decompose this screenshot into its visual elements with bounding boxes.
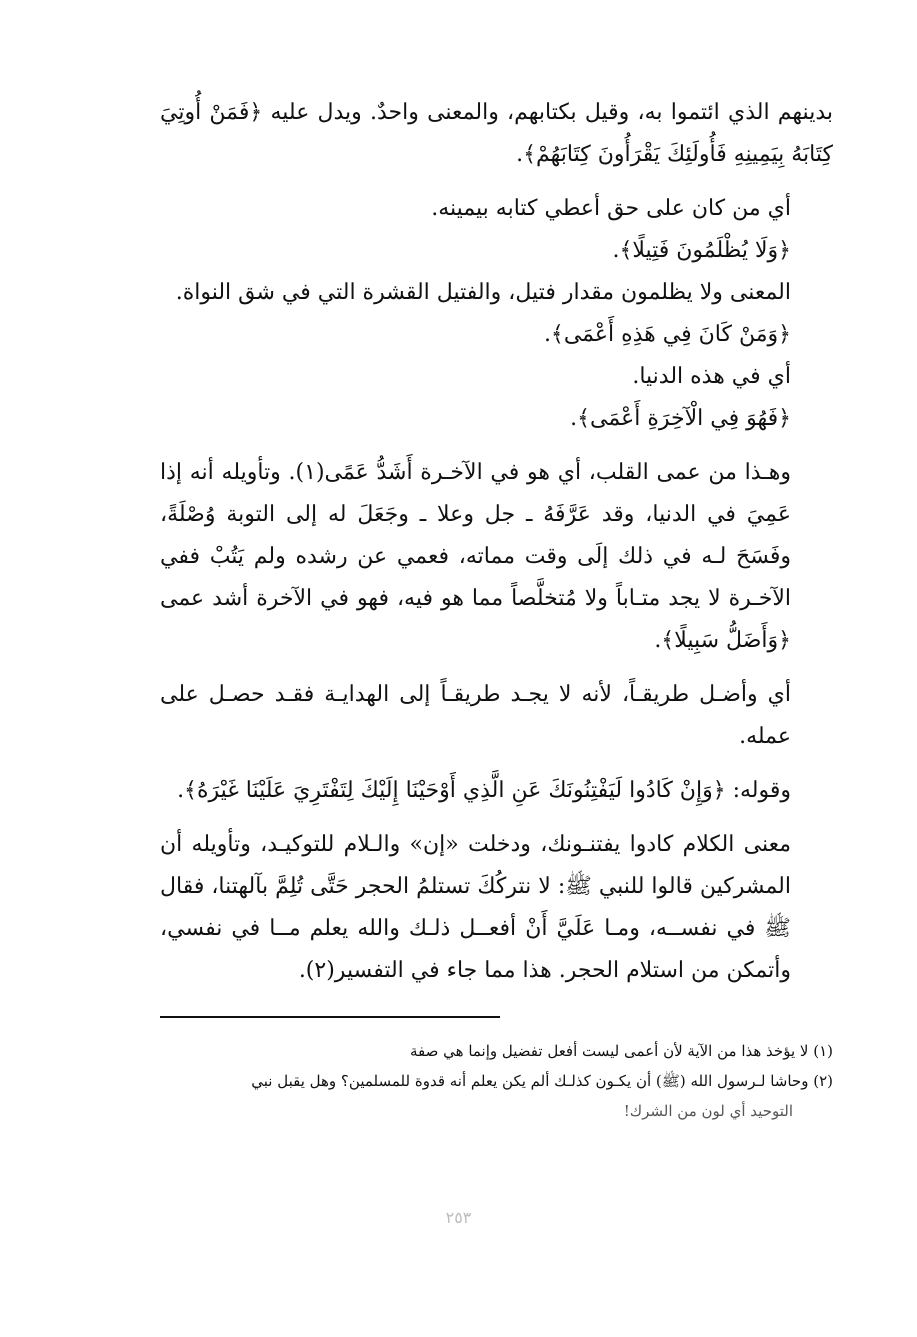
page-number: ٢٥٣	[445, 1208, 472, 1227]
footnote-2: (٢) وحاشا لـرسول الله (ﷺ) أن يكـون كذلـك ألم يكن يعلم أنه قدوة للمسلمين؟ وهل يقبل نبي	[251, 1072, 833, 1090]
paragraph: المعنى ولا يظلمون مقدار فتيل، والفتيل القشرة التي في شق النواة.	[175, 280, 791, 305]
paragraph: وهـذا من عمى القلب، أي هو في الآخـرة أَشَدُّ عَمًى(١). وتأويله أنه إذا عَمِيَ في الدنيا، وقد عَرَّفَهُ ـ جل وعلا ـ وجَعَلَ له إلى التوبة وُصْلَةً، وفَسَحَ لـه في ذلك إلَى وقت مماته، فعمي عن رشده ولم يَتُبْ ففي الآخـرة لا يجد متـاباً ولا مُتخلَّصاً مما هو فيه، فهو في الآخرة أشد عمى ﴿وَأَضَلُّ سَبِيلًا﴾.	[160, 460, 792, 653]
paragraph: بدينهم الذي ائتموا به، وقيل بكتابهم، والمعنى واحدٌ. ويدل عليه ﴿فَمَنْ أُوتِيَ كِتَابَهُ بِيَمِينِهِ فَأُولَئِكَ يَقْرَأُونَ كِتَابَهُمْ﴾.	[160, 100, 833, 167]
footnote-1: (١) لا يؤخذ هذا من الآية لأن أعمى ليست أفعل تفضيل وإنما هي صفة	[410, 1042, 833, 1060]
footnote-divider	[160, 1016, 500, 1018]
main-text	[160, 92, 833, 992]
quran-verse: ﴿وَلَا يُظْلَمُونَ فَتِيلًا﴾.	[612, 238, 791, 263]
paragraph: أي في هذه الدنيا.	[632, 364, 791, 389]
paragraph: وقوله: ﴿وَإِنْ كَادُوا لَيَفْتِنُونَكَ عَنِ الَّذِي أَوْحَيْنَا إِلَيْكَ لِتَفْتَرِيَ عَلَيْنَا غَيْرَهُ﴾.	[177, 778, 791, 803]
paragraph: أي من كان على حق أعطي كتابه بيمينه.	[431, 196, 791, 221]
paragraph: أي وأضـل طريقـاً، لأنه لا يجـد طريقـاً إلى الهدايـة فقـد حصـل على عمله.	[160, 682, 792, 749]
paragraph: معنى الكلام كادوا يفتنـونك، ودخلت «إن» والـلام للتوكيـد، وتأويله أن المشركين قالوا للنبي ﷺ: لا نتركُكَ تستلمُ الحجر حَتَّى تُلِمَّ بآلهتنا، فقال ﷺ في نفســه، ومـا عَلَيَّ أَنْ أفعــل ذلـك والله يعلم مــا في نفسي، وأتمكن من استلام الحجر. هذا مما جاء في التفسير(٢).	[160, 832, 791, 983]
quran-verse: ﴿وَمَنْ كَانَ فِي هَذِهِ أَعْمَى﴾.	[543, 322, 791, 347]
footnote-2-continuation: التوحيد أي لون من الشرك!	[623, 1102, 793, 1120]
footnotes	[160, 1036, 833, 1126]
quran-verse: ﴿فَهُوَ فِي الْآخِرَةِ أَعْمَى﴾.	[570, 406, 791, 431]
